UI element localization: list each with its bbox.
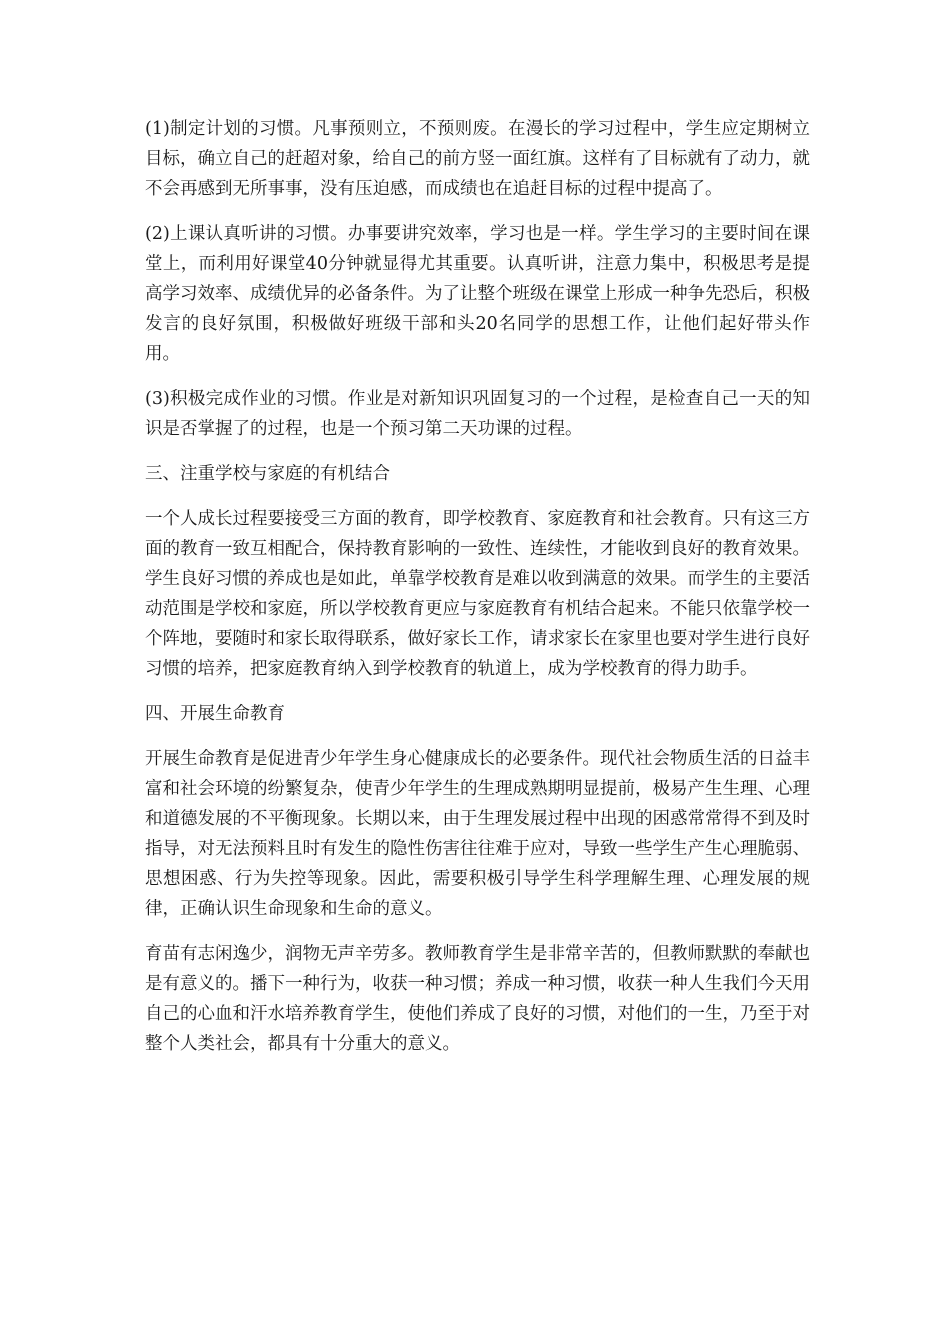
paragraph-life-education: 开展生命教育是促进青少年学生身心健康成长的必要条件。现代社会物质生活的日益丰富和社会环境的纷繁复杂，使青少年学生的生理成熟期明显提前，极易产生生理、心理和道德发展的不平衡现象。长期以来，由于生理发展过程中出现的困惑常常得不到及时指导，对无法预料且时有发生的隐性伤害往往难于应对，导致一些学生产生心理脆弱、思想困惑、行为失控等现象。因此，需要积极引导学生科学理解生理、心理发展的规律，正确认识生命现象和生命的意义。 xyxy=(145,749,810,919)
section-heading-life-education: 四、开展生命教育 xyxy=(145,704,285,724)
document-body xyxy=(145,114,810,1074)
paragraph-conclusion: 育苗有志闲逸少，润物无声辛劳多。教师教育学生是非常辛苦的，但教师默默的奉献也是有意义的。播下一种行为，收获一种习惯；养成一种习惯，收获一种人生我们今天用自己的心血和汗水培养教育学生，使他们养成了良好的习惯，对他们的一生，乃至于对整个人类社会，都具有十分重大的意义。 xyxy=(145,944,810,1054)
section-heading-school-family: 三、注重学校与家庭的有机结合 xyxy=(145,464,390,484)
paragraph-habit-planning: (1)制定计划的习惯。凡事预则立，不预则废。在漫长的学习过程中，学生应定期树立目标，确立自己的赶超对象，给自己的前方竖一面红旗。这样有了目标就有了动力，就不会再感到无所事事，没有压迫感，而成绩也在追赶目标的过程中提高了。 xyxy=(145,119,810,199)
paragraph-habit-listening: (2)上课认真听讲的习惯。办事要讲究效率，学习也是一样。学生学习的主要时间在课堂上，而利用好课堂40分钟就显得尤其重要。认真听讲，注意力集中，积极思考是提高学习效率、成绩优异的必备条件。为了让整个班级在课堂上形成一种争先恐后，积极发言的良好氛围，积极做好班级干部和头20名同学的思想工作，让他们起好带头作用。 xyxy=(145,224,810,364)
paragraph-school-family: 一个人成长过程要接受三方面的教育，即学校教育、家庭教育和社会教育。只有这三方面的教育一致互相配合，保持教育影响的一致性、连续性，才能收到良好的教育效果。学生良好习惯的养成也是如此，单靠学校教育是难以收到满意的效果。而学生的主要活动范围是学校和家庭，所以学校教育更应与家庭教育有机结合起来。不能只依靠学校一个阵地，要随时和家长取得联系，做好家长工作，请求家长在家里也要对学生进行良好习惯的培养，把家庭教育纳入到学校教育的轨道上，成为学校教育的得力助手。 xyxy=(145,509,810,679)
paragraph-habit-homework: (3)积极完成作业的习惯。作业是对新知识巩固复习的一个过程，是检查自己一天的知识是否掌握了的过程，也是一个预习第二天功课的过程。 xyxy=(145,389,810,439)
